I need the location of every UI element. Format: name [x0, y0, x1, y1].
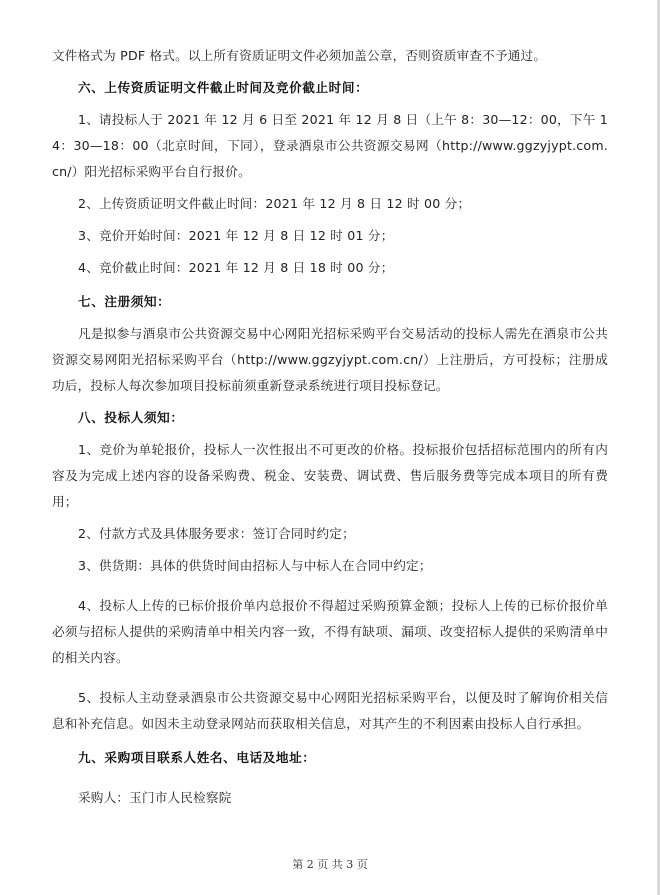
- section-8-item-5: 5、投标人主动登录酒泉市公共资源交易中心网阳光招标采购平台，以便及时了解询价相关信息和补充信息。如因未主动登录网站而获取相关信息，对其产生的不利因素由投标人自行承担。: [52, 690, 608, 731]
- section-9-heading: 九、采购项目联系人姓名、电话及地址：: [78, 750, 316, 765]
- section-6-item-2: 2、上传资质证明文件截止时间：2021 年 12 月 8 日 12 时 00 分；: [78, 196, 471, 211]
- section-6-heading: 六、上传资质证明文件截止时间及竞价截止时间：: [78, 80, 369, 95]
- section-8-item-1: 1、竞价为单轮报价，投标人一次性报出不可更改的价格。投标报价包括招标范围内的所有内容及为完成上述内容的设备采购费、税金、安装费、调试费、售后服务费等完成本项目的所有费用；: [52, 442, 608, 509]
- intro-paragraph: 文件格式为 PDF 格式。以上所有资质证明文件必须加盖公章，否则资质审查不予通过。: [52, 48, 547, 63]
- section-7-heading: 七、注册须知：: [78, 294, 171, 309]
- section-6-item-4: 4、竞价截止时间：2021 年 12 月 8 日 18 时 00 分；: [78, 260, 394, 275]
- section-6-item-3: 3、竞价开始时间：2021 年 12 月 8 日 12 时 01 分；: [78, 228, 394, 243]
- section-6-item-1: 1、请投标人于 2021 年 12 月 6 日至 2021 年 12 月 8 日（上午 8：30—12：00，下午 14：30—18：00（北京时间，下同），登录酒泉市公共资源交易网（http://www.ggzyjypt.com.cn/）阳光招标采购平台自行报价。: [52, 112, 608, 179]
- section-7-paragraph: 凡是拟参与酒泉市公共资源交易中心网阳光招标采购平台交易活动的投标人需先在酒泉市公共资源交易网阳光招标采购平台（http://www.ggzyjypt.com.cn/）上注册后，方可投标；注册成功后，投标人每次参加项目投标前须重新登录系统进行项目投标登记。: [52, 326, 608, 393]
- section-8-item-3: 3、供货期：具体的供货时间由招标人与中标人在合同中约定；: [78, 558, 432, 573]
- section-8-heading: 八、投标人须知：: [78, 410, 184, 425]
- document-body: [52, 43, 608, 811]
- section-8-item-4: 4、投标人上传的已标价报价单内总报价不得超过采购预算金额；投标人上传的已标价报价单必须与招标人提供的采购清单中相关内容一致，不得有缺项、漏项、改变招标人提供的采购清单中的相关内容。: [52, 598, 608, 665]
- section-8-item-2: 2、付款方式及具体服务要求：签订合同时约定；: [78, 526, 355, 541]
- page-number-footer: 第 2 页 共 3 页: [292, 858, 368, 871]
- section-9-purchaser: 采购人：玉门市人民检察院: [78, 790, 232, 805]
